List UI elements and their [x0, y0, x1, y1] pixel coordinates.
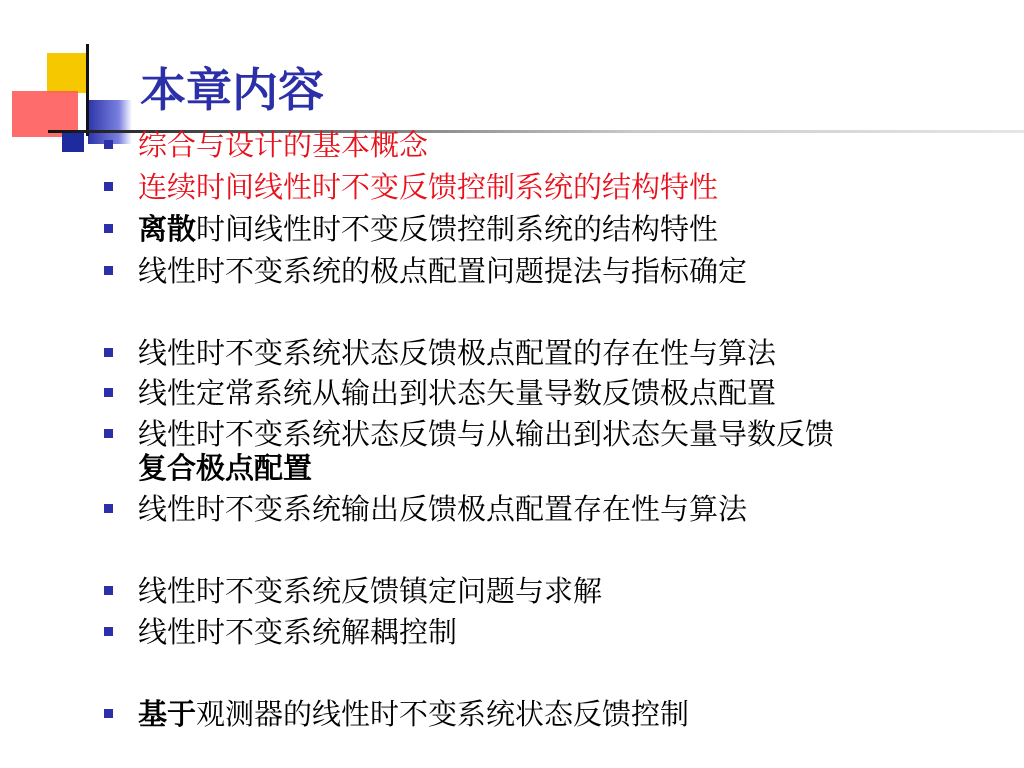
bullet-item: [104, 417, 834, 485]
bullet-marker: [104, 627, 113, 636]
bullet-marker: [104, 348, 113, 357]
bullet-item: [104, 254, 747, 288]
bullet-text: 连续时间线性时不变反馈控制系统的结构特性: [138, 170, 719, 204]
bullet-marker: [104, 224, 113, 233]
bullet-text-rest: 时间线性时不变反馈控制系统的结构特性: [196, 212, 719, 246]
bullet-bold-prefix: 基于: [138, 697, 197, 731]
bullet-marker: [104, 504, 113, 513]
bullet-text-line2: 复合极点配置: [138, 451, 313, 485]
bullet-text: 线性定常系统从输出到状态矢量导数反馈极点配置: [138, 376, 777, 410]
bullet-text-line1: 线性时不变系统状态反馈与从输出到状态矢量导数反馈: [138, 417, 835, 451]
bullet-text: 线性时不变系统的极点配置问题提法与指标确定: [138, 254, 748, 288]
bullet-marker: [104, 709, 113, 718]
bullet-text: 线性时不变系统反馈镇定问题与求解: [138, 574, 603, 608]
bullet-item: [104, 376, 776, 410]
bullet-item: [104, 170, 718, 204]
bullet-text-rest: 观测器的线性时不变系统状态反馈控制: [196, 697, 690, 731]
bullet-marker: [104, 140, 113, 149]
bullet-item: [104, 615, 457, 649]
bullet-item: [104, 128, 428, 162]
slide-title: 本章内容: [140, 63, 324, 117]
bullet-text: 线性时不变系统输出反馈极点配置存在性与算法: [138, 492, 748, 526]
bullet-bold-prefix: 离散: [138, 212, 197, 246]
bullet-text: 线性时不变系统解耦控制: [138, 615, 458, 649]
bullet-item: [104, 574, 602, 608]
bullet-text: 综合与设计的基本概念: [138, 128, 429, 162]
bullet-text: [138, 417, 834, 485]
bullet-marker: [104, 182, 113, 191]
bullet-item: [104, 697, 689, 731]
bullet-item: [104, 492, 747, 526]
bullet-text: 线性时不变系统状态反馈极点配置的存在性与算法: [138, 336, 777, 370]
bullet-marker: [104, 586, 113, 595]
bullet-text: [138, 697, 689, 731]
bullet-item: [104, 212, 718, 246]
bullet-item: [104, 336, 776, 370]
bullet-marker: [104, 388, 113, 397]
bullet-marker: [104, 429, 113, 438]
bullet-marker: [104, 266, 113, 275]
bullet-text: [138, 212, 718, 246]
